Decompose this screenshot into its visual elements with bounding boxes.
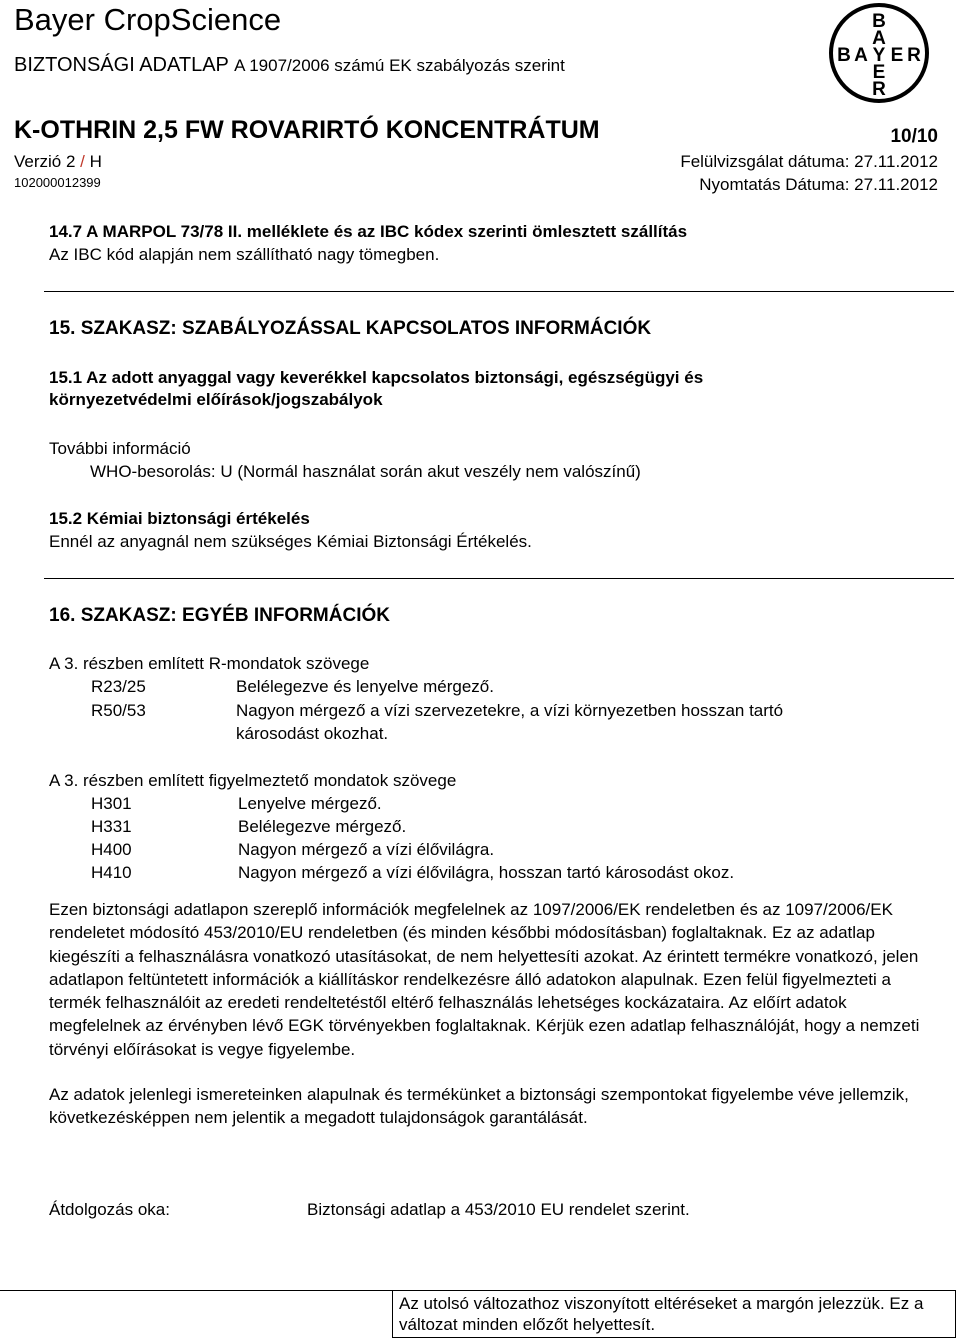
version-label: Verzió 2 bbox=[14, 152, 76, 171]
logo-letter-b: B bbox=[872, 11, 886, 32]
h-phrase-text: Nagyon mérgező a vízi élővilágra, hosszan tartó károsodást okoz. bbox=[238, 863, 735, 882]
logo-letter-y: Y bbox=[872, 45, 886, 66]
revision-date: Felülvizsgálat dátuma: 27.11.2012 bbox=[680, 152, 938, 171]
bayer-cross-logo bbox=[828, 2, 930, 104]
section-15-heading: 15. SZAKASZ: SZABÁLYOZÁSSAL KAPCSOLATOS INFORMÁCIÓK bbox=[49, 318, 652, 339]
print-date: Nyomtatás Dátuma: 27.11.2012 bbox=[699, 175, 938, 194]
r-phrase-text: Nagyon mérgező a vízi szervezetekre, a vízi környezetben hosszan tartó bbox=[236, 701, 784, 720]
section-15-1-heading-line1: 15.1 Az adott anyaggal vagy keverékkel kapcsolatos biztonsági, egészségügyi és bbox=[49, 368, 704, 387]
h-phrase-text: Belélegezve mérgező. bbox=[238, 817, 407, 836]
product-name: K-OTHRIN 2,5 FW ROVARIRTÓ KONCENTRÁTUM bbox=[14, 116, 600, 144]
logo-letter-a-horizontal: A bbox=[854, 45, 868, 66]
disclaimer-paragraph-1: Ezen biztonsági adatlapon szereplő információk megfelelnek az 1097/2006/EK rendeletben és az 1097/2006/EK rendeletet módosító 453/2010/EU rendeletben (és minden későbbi módosításban) foglaltaknak. Ez az adatlap kiegészíti a felhasználásra vonatkozó utasításokat, de nem helyettesíti azokat. Az érintett termékre vonatkozó, jelen adatlapon feltüntetett információk a kiállításkor rendelkezésre álló adatokon alapulnak. Ezen felül figyelmezteti a termék felhasználóit az eredeti rendeltetéstől eltérő felhasználás lehetséges kockázataira. Az előírt adatok megfelelnek az érvényben lévő EGK törvényekben foglaltaknak. Kérjük ezen adatlap felhasználóját, hogy a nemzeti törvényi előírásokat is vegye figyelembe. bbox=[49, 900, 920, 1059]
version-line bbox=[14, 152, 102, 172]
page-number: 10/10 bbox=[890, 126, 938, 147]
document-id: 102000012399 bbox=[14, 175, 101, 190]
section-14-7-heading: 14.7 A MARPOL 73/78 II. melléklete és az IBC kódex szerinti ömlesztett szállítás bbox=[49, 222, 688, 241]
r-phrases-title: A 3. részben említett R-mondatok szövege bbox=[49, 654, 370, 673]
regulation-text: A 1907/2006 számú EK szabályozás szerint bbox=[234, 56, 565, 75]
version-separator: / bbox=[80, 152, 85, 171]
disclaimer-paragraph-2: Az adatok jelenlegi ismereteinken alapulnak és termékünket a biztonsági szempontokat figyelembe véve jellemzik, következésképpen nem jelentik a megadott tulajdonságok garantálását. bbox=[49, 1085, 909, 1128]
brand-name: Bayer CropScience bbox=[14, 2, 282, 37]
section-divider bbox=[44, 291, 954, 292]
h-phrase-text: Nagyon mérgező a vízi élővilágra. bbox=[238, 840, 495, 859]
r-phrase-code: R50/53 bbox=[91, 701, 146, 720]
who-classification: WHO-besorolás: U (Normál használat során akut veszély nem valószínű) bbox=[90, 462, 641, 481]
h-phrase-text: Lenyelve mérgező. bbox=[238, 794, 382, 813]
sds-title-line bbox=[14, 54, 565, 77]
h-phrases-title: A 3. részben említett figyelmeztető mondatok szövege bbox=[49, 771, 457, 790]
revision-reason-label: Átdolgozás oka: bbox=[49, 1200, 170, 1219]
logo-letter-b-horizontal: B bbox=[837, 45, 851, 66]
r-phrase-text: Belélegezve és lenyelve mérgező. bbox=[236, 677, 494, 696]
sds-title: BIZTONSÁGI ADATLAP bbox=[14, 54, 229, 76]
footer-rule bbox=[0, 1290, 392, 1291]
logo-letter-e-horizontal: E bbox=[890, 45, 904, 66]
version-code: H bbox=[89, 152, 102, 171]
revision-reason-value: Biztonsági adatlap a 453/2010 EU rendelet szerint. bbox=[307, 1200, 690, 1219]
logo-letter-r: R bbox=[872, 79, 886, 100]
h-phrase-code: H400 bbox=[91, 840, 132, 859]
section-16-heading: 16. SZAKASZ: EGYÉB INFORMÁCIÓK bbox=[49, 605, 390, 626]
section-15-1-heading-line2: környezetvédelmi előírások/jogszabályok bbox=[49, 390, 383, 409]
logo-letter-a: A bbox=[872, 28, 886, 49]
h-phrase-code: H410 bbox=[91, 863, 132, 882]
section-14-7-text: Az IBC kód alapján nem szállítható nagy tömegben. bbox=[49, 245, 440, 264]
r-phrase-text-continued: károsodást okozhat. bbox=[236, 724, 389, 743]
section-divider bbox=[44, 578, 954, 579]
h-phrase-code: H301 bbox=[91, 794, 132, 813]
section-15-2-text: Ennél az anyagnál nem szükséges Kémiai Biztonsági Értékelés. bbox=[49, 532, 532, 551]
r-phrase-code: R23/25 bbox=[91, 677, 146, 696]
logo-letter-e: E bbox=[872, 62, 886, 83]
footer-note: Az utolsó változathoz viszonyított eltéréseket a margón jelezzük. Ez a változat minden előzőt helyettesít. bbox=[399, 1294, 924, 1334]
logo-letter-r-horizontal: R bbox=[907, 45, 921, 66]
further-info-label: További információ bbox=[49, 439, 191, 458]
section-15-2-heading: 15.2 Kémiai biztonsági értékelés bbox=[49, 509, 310, 528]
h-phrase-code: H331 bbox=[91, 817, 132, 836]
